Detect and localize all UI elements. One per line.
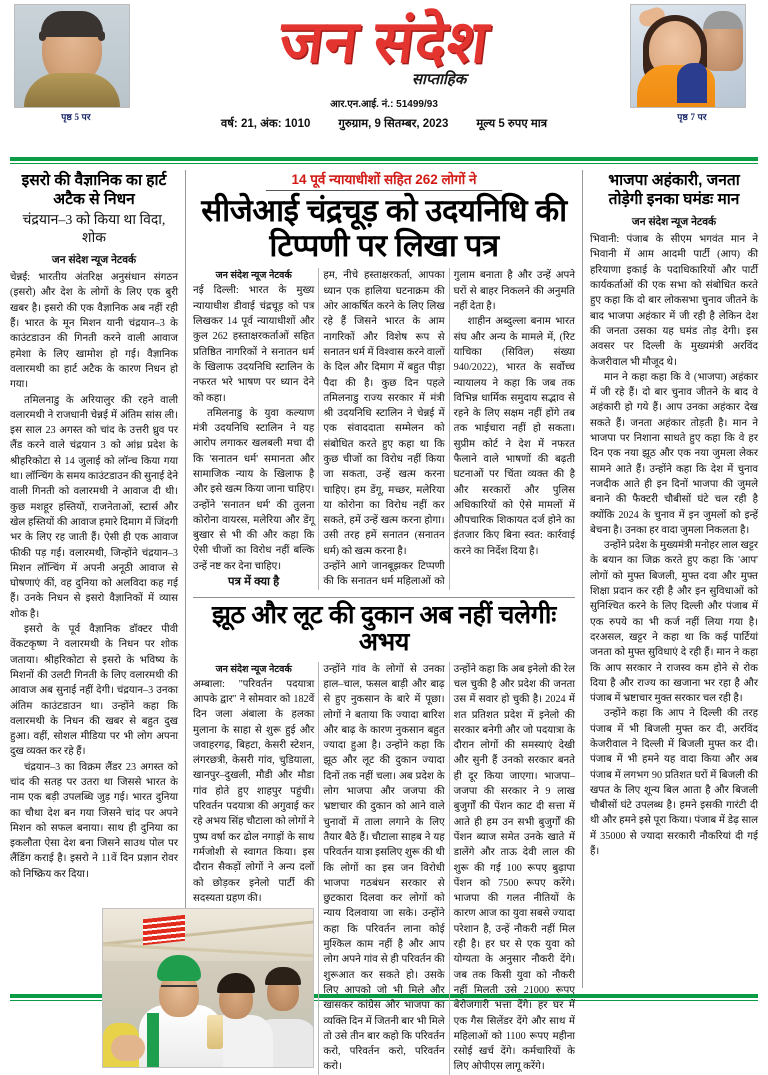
column-left [10, 170, 186, 988]
price: मूल्य 5 रुपए मात्र [476, 117, 548, 130]
promo-left-caption: पृष्ठ 5 पर [61, 112, 91, 122]
center-bottom-headline[interactable]: झूठ और लूट की दुकान अब नहीं चलेगीः अभय [211, 600, 557, 657]
volume-issue: वर्ष: 21, अंक: 1010 [220, 117, 311, 130]
news-photo [102, 908, 314, 1068]
center-section-divider [193, 597, 575, 598]
promo-right[interactable] [626, 0, 758, 123]
paragraph: उन्होंने गांव के लोगों से उनका हाल–चाल, फसल बाड़ी और बाढ़ से हुए नुकसान के बारे में पूछा। लोगों ने बताया कि ज्यादा बारिश और बाढ़ के कारण नुकसान बहुत ज्यादा हुआ है। उन्होंने कहा कि झूठ और लूट की दुकान ज्यादा दिनों तक नहीं चला। अब प्रदेश के लोग भाजपा और जजपा की भ्रष्टाचार की दुकान को आने वाले चुनावों में ताला लगाने के लिए तैयार बैठे हैं। चौटाला साहब ने यह परिवर्तन यात्रा इसलिए शुरू की थी कि लोगों का इस जन विरोधी भाजपा गठबंधन सरकार से छुटकारा दिलवा कर लोगों को न्याय दिलवाया जा सके। उन्होंने कहा कि परिवर्तन लाना कोई मुश्किल काम नहीं है और आप लोग अपने गांव से ही परिवर्तन की शुरूआत कर सकते हो। उसके लिए आपको जो भी मिले और खासकर कांग्रेस और भाजपा का व्यक्ति दिन में जितनी बार भी मिले तो उसे तीन बार कहो कि परिवर्तन करो, परिवर्तन करो, परिवर्तन करो। [323, 663, 445, 1073]
left-story-headline[interactable]: इसरो की वैज्ञानिक का हार्ट अटैक से निधन [21, 172, 167, 208]
lead-story-body [193, 268, 575, 589]
right-story-body [590, 232, 758, 859]
paragraph: अम्बाला: ''परिवर्तन पदयात्रा आपके द्वार'' ने सोमवार को 182वें दिन जला अंबाला के हलका मुलाना के साहा से शुरू हुई और जवाहरगढ़, बिहटा, केसरी स्टेशन, लंगरछत्री, केसरी गांव, चुडियाला, खानपुर–दुखली, मौडी और मौडा गांव होते हुए शाहपुर पहुंची। परिवर्तन पदयात्रा की अगुवाई कर रहे अभय सिंह चौटाला को लोगों ने पुष्प वर्षा कर ढोल नगाड़ों के साथ गर्मजोशी से स्वागत किया। इस दौरान सैकड़ों लोगों ने अन्य दलों को छोड़कर इनेलो पार्टी की सदस्यता ग्रहण की। [193, 678, 315, 904]
masthead [10, 0, 758, 152]
film-scarf [677, 63, 707, 103]
lead-story-byline: जन संदेश न्यूज नेटवर्क [215, 270, 292, 282]
photo-person-3-hair [265, 967, 301, 985]
center-bottom-body [193, 662, 575, 1075]
left-story-subheadline: चंद्रयान–3 को किया था विदा, शोक [22, 213, 166, 246]
film-man [703, 11, 743, 71]
masthead-bottom-rule [10, 157, 758, 164]
rni-number: आर.एन.आई. नं.: 51499/93 [330, 98, 438, 110]
paragraph: तमिलनाडु के युवा कल्याण मंत्री उदयनिधि स्टालिन ने यह आरोप लगाकर खलबली मचा दी कि 'सनातन धर्म' समानता और सामाजिक न्याय के खिलाफ है और इसे खत्म किया जाना चाहिए। उन्होंने 'सनातन धर्म' की तुलना कोरोना वायरस, मलेरिया और डेंगू बुखार से भी की और कहा कि ऐसी चीजों का विरोध नहीं बल्कि उन्हें नष्ट कर देना चाहिए। [193, 407, 315, 572]
lead-subhead: पत्र में क्या है [228, 576, 280, 589]
photo-person-1-scarf [147, 1013, 159, 1067]
paragraph: उन्होंने आगे जानबूझकर टिप्पणी की कि सनातन धर्म महिलाओं को गुलाम बनाता है और उन्हें अपने घरों से बाहर निकलने की अनुमति नहीं देता है। [323, 270, 575, 588]
paragraph: उन्होंने प्रदेश के मुख्यमंत्री मनोहर लाल खट्टर के बयान का जिक्र करते हुए कहा कि 'आप' लोगों को मुफ्त बिजली, मुफ्त दवा और मुफ्त शिक्षा प्रदान कर रही है और इन सुविधाओं को सुनिश्चित करने के लिए दिल्ली और पंजाब में एक रुपये का भी कर्ज नहीं लिया गया है। दरअसल, खट्टर ने कहा था कि कई पार्टियां जनता को मुफ्त सुविधाएं दे रही हैं। मान ने कहा कि आप सरकार ने राजस्व कम होने से रोक दिया है और राज्य का खजाना भर रहा है और पंजाब में भ्रष्टाचार मुक्त सरकार चल रही है। [590, 540, 758, 705]
masthead-center [142, 0, 626, 131]
center-bottom-byline: जन संदेश न्यूज नेटवर्क [215, 663, 292, 675]
photo-banner [143, 915, 185, 945]
paragraph: चेन्नई: भारतीय अंतरिक्ष अनुसंधान संगठन (इसरो) और देश के लोगों के लिए एक बुरी खबर है। इसरो की एक वैज्ञानिक अब नहीं रही हैं। भारत के मून मिशन यानी चंद्रयान–3 के काउंटडाउन की गिनती करने वाली आवाज हमेशा के लिए खामोश हो गई। वैज्ञानिक वलारमथी का हार्ट अटैक के कारण निधन हो गया। [10, 272, 178, 391]
newspaper-title: जन संदेश [275, 9, 493, 75]
bottom-col-1 [193, 662, 314, 906]
bottom-col-3 [454, 662, 575, 1075]
content-grid [10, 170, 758, 1073]
promo-right-caption: पृष्ठ 7 पर [677, 112, 707, 122]
promo-right-photo [630, 4, 746, 108]
lead-col-1 [193, 268, 314, 574]
paragraph: उन्होंने कहा कि आप ने दिल्ली की तरह पंजाब में भी बिजली मुफ्त कर दी, अरविंद केजरीवाल ने दिल्ली में बिजली मुफ्त कर दी। पंजाब में भी हमने यह वादा किया और अब पंजाब में लगभग 90 प्रतिशत घरों में बिजली की खपत के लिए शून्य बिल आता है और बिजली चौबीसों घंटे उपलब्ध है। हमने इसकी गारंटी दी थी और हमने इसे पूरा किया। पंजाब में डेढ़ साल में 35000 से ज्यादा सरकारी नौकरियां दी गई हैं। [590, 708, 758, 858]
place-date: गुरुग्राम, 9 सितम्बर, 2023 [338, 117, 449, 130]
photo-object-bottle [207, 1015, 223, 1049]
paragraph: भिवानी: पंजाब के सीएम भगवंत मान ने भिवानी में आम आदमी पार्टी (आप) की हरियाणा इकाई के पदाधिकारियों और पार्टी कार्यकर्ताओं की एक सभा को संबोधित करते हुए कहा कि दो बार लोकसभा चुनाव जीतने के बाद भाजपा अहंकार में जी रही है लेकिन देश की जनता उसका यह घमंड तोड़ देगी। इस अवसर पर दिल्ली के मुख्यमंत्री अरविंद केजरीवाल भी मौजूद थे। [590, 234, 758, 368]
newspaper-subtitle: साप्ताहिक [411, 71, 467, 88]
paragraph: तमिलनाडु के अरियालुर की रहने वाली वलारमथी ने राजधानी चेन्नई में अंतिम सांस ली। इस साल 23 अगस्त को चांद के उत्तरी ध्रुव पर लैंड करने वाले चंद्रयान 3 को आंध्र प्रदेश के श्रीहरिकोटा से 14 जुलाई को लॉन्च किया गया था। लॉन्चिंग के समय काउंटडाउन की सुनाई देने वाली गिनती को वलारमथी ने आवाज दी थी। कुछ मशहूर हस्तियों, राजनेताओं, स्टार्स और खेल हस्तियों की आवाज हमारे दिमाग में जिंदगी भर के लिए रह जाती हैं। ऐसी ही एक आवाज फीकी पड़ गई। वलारमथी, जिन्होंने चंद्रयान–3 मिशन लॉन्चिंग में अपनी अनूठी आवाज से घोषणाएं कीं, वह दुनिया को अलविदा कह गई हैं। उनके निधन से इसरो वैज्ञानिकों में व्यास शोक है। [10, 394, 178, 620]
right-story-headline[interactable]: भाजपा अहंकारी, जनता तोड़ेगी इनका घमंडः मान [608, 172, 740, 208]
column-center [186, 170, 583, 1073]
column-right [583, 170, 758, 988]
photo-person-2-hair [217, 973, 255, 993]
paragraph: मान ने कहा कहा कि वे (भाजपा) अहंकार में जी रहे हैं। दो बार चुनाव जीतने के बाद वे अहंकारी हो गये हैं। आप उनका अहंकार देख सकते हैं। जनता अहंकार तोड़ती है। मान ने भाजपा पर निशाना साधते हुए कहा कि वे हर दिन एक नया झूठ और एक नया जुमला लेकर सामने आते हैं। उन्होंने कहा कि देश में चुनाव नजदीक आते ही इन दिनों भाजपा की जुमले बनाने की फैक्टरी चौबीसों घंटे चल रही है क्योंकि 2024 के चुनाव में इन जुमलों को इन्हें बेचना है। उनका हर वादा जुमला निकलता है। [590, 371, 758, 536]
promo-left-photo [14, 4, 130, 108]
paragraph: हम, नीचे हस्ताक्षरकर्ता, आपका ध्यान एक हालिया घटनाक्रम की ओर आकर्षित करने के लिए लिख रहे हैं जिसने भारत के आम नागरिकों और विशेष रूप से सनातन धर्म में विश्वास करने वालों के दिल और दिमाग में बहुत पीड़ा पैदा की है। कुछ दिन पहले तमिलनाडु राज्य सरकार में मंत्री श्री उदयनिधि स्टालिन ने चेन्नई में एक संवाददाता सम्मेलन को संबोधित करते हुए कहा था कि कुछ चीजों का विरोध नहीं किया जा सकता, उन्हें खत्म करना चाहिए। हम डेंगू, मच्छर, मलेरिया या कोरोना का विरोध नहीं कर सकते, हमें उन्हें खत्म करना होगा। उसी तरह हमें सनातन (सनातन धर्म) को खत्म करना है। [323, 270, 445, 557]
left-story-byline: जन संदेश न्यूज नेटवर्क [51, 254, 137, 267]
glasses-icon [161, 985, 197, 994]
left-story-body [10, 270, 178, 882]
lead-story-headline[interactable]: सीजेआई चंद्रचूड़ को उदयनिधि की टिप्पणी पर लिखा पत्र [201, 193, 567, 263]
paragraph: उन्होंने कहा कि अब इनेलो की रेल चल चुकी है और प्रदेश की जनता उस में सवार हो चुकी है। 2024 में शत प्रतिशत प्रदेश में इनेलो की सरकार बनेगी और जो पदयात्रा के दौरान लोगों की समस्याएं देखी और सुनी हैं उनको सरकार बनते ही दूर किया जाएगा। भाजपा–जजपा की सरकार ने 9 लाख बुजुर्गों की पेंशन काट दी सत्ता में आते ही हम उन सभी बुजुर्गों की पेंशन ब्याज समेत उनके खाते में डालेंगे और ताऊ देवी लाल की शुरू की गई 100 रूपए बुढ़ापा पेंशन को 7500 रूपए करेंगे। भाजपा की गलत नीतियों के कारण आज का युवा सबसे ज्यादा परेशान है, उन्हें नौकरी नहीं मिल रही है। हर घर से एक युवा को योग्यता के अनुसार नौकरी देंगे। जब तक किसी युवा को नौकरी नहीं मिलती उसे 21000 रूपए बेरोजगारी भत्ता देंगे। हर घर में एक गैस सिलेंडर देंगे और साथ में महिलाओं को 1100 रूपए महीना रसोई खर्च देंगे। कर्मचारियों के लिए ओपीएस लागू करेंगे। [453, 663, 575, 1073]
issue-info-row [142, 116, 626, 131]
paragraph: शाहीन अब्दुल्ला बनाम भारत संघ और अन्य के मामले में, (रिट याचिका (सिविल) संख्या 940/2022), भारत के सर्वोच्च न्यायालय ने कहा कि जब तक विभिन्न धार्मिक समुदाय सद्भाव से रहने के लिए सक्षम नहीं होंगे तब तक भाईचारा नहीं हो सकता। सुप्रीम कोर्ट ने देश में नफरत फैलाने वाले भाषणों की बढ़ती घटनाओं पर चिंता व्यक्त की है और सरकारों और पुलिस अधिकारियों को ऐसे मामलों में औपचारिक शिकायत दर्ज होने का इंतजार किए बिना स्वत: कार्रवाई करने का निर्देश दिया है। [453, 316, 575, 557]
lead-story-kicker: 14 पूर्व न्यायाधीशों सहित 262 लोगों ने [291, 172, 477, 187]
right-story-byline: जन संदेश न्यूज नेटवर्क [631, 216, 717, 229]
kicker-rule [266, 190, 503, 191]
paragraph: इसरो के पूर्व वैज्ञानिक डॉक्टर पीवी वेंकटकृष्ण ने वलारमथी के निधन पर शोक जताया। श्रीहरिकोटा से इसरो के भविष्य के मिशनों की उलटी गिनती के लिए वलारमथी की आवाज अब सुनाई नहीं देगी। चंद्रयान–3 उनका अंतिम काउंटडाउन था। उन्होंने कहा कि वलारमथी के निधन की खबर से बहुत दुख हुआ। वहीं, सोशल मीडिया पर भी लोग अपना दुख व्यक्त कर रहे हैं। [10, 624, 178, 758]
photo-hands [111, 1035, 145, 1061]
masthead-logo [275, 9, 493, 89]
promo-left[interactable] [10, 0, 142, 123]
portrait-hair [41, 11, 103, 37]
paragraph: चंद्रयान–3 का विक्रम लैंडर 23 अगस्त को चांद की सतह पर उतरा था जिससे भारत के नाम एक बड़ी उपलब्धि जुड़ गई। भारत दुनिया का चौथा देश बन गया जिसने चांद पर अपने मिशन को सफल बनाया। साथ ही दुनिया का इकलौता ऐसा देश बना जिसने साउथ पोल पर लैंडिंग कराई है। इसरो ने 11वें दिन प्रज्ञान रोवर को निष्क्रिय कर दिया। [10, 761, 178, 880]
paragraph: नई दिल्ली: भारत के मुख्य न्यायाधीश डीवाई चंद्रचूड़ को पत्र लिखकर 14 पूर्व न्यायाधीशों और कुल 262 हस्ताक्षरकर्ताओं सहित प्रतिष्ठित नागरिकों ने सनातन धर्म के खिलाफ उदयनिधि स्टालिन के नफरत भरे भाषण पर ध्यान देने को कहा। [193, 285, 315, 404]
